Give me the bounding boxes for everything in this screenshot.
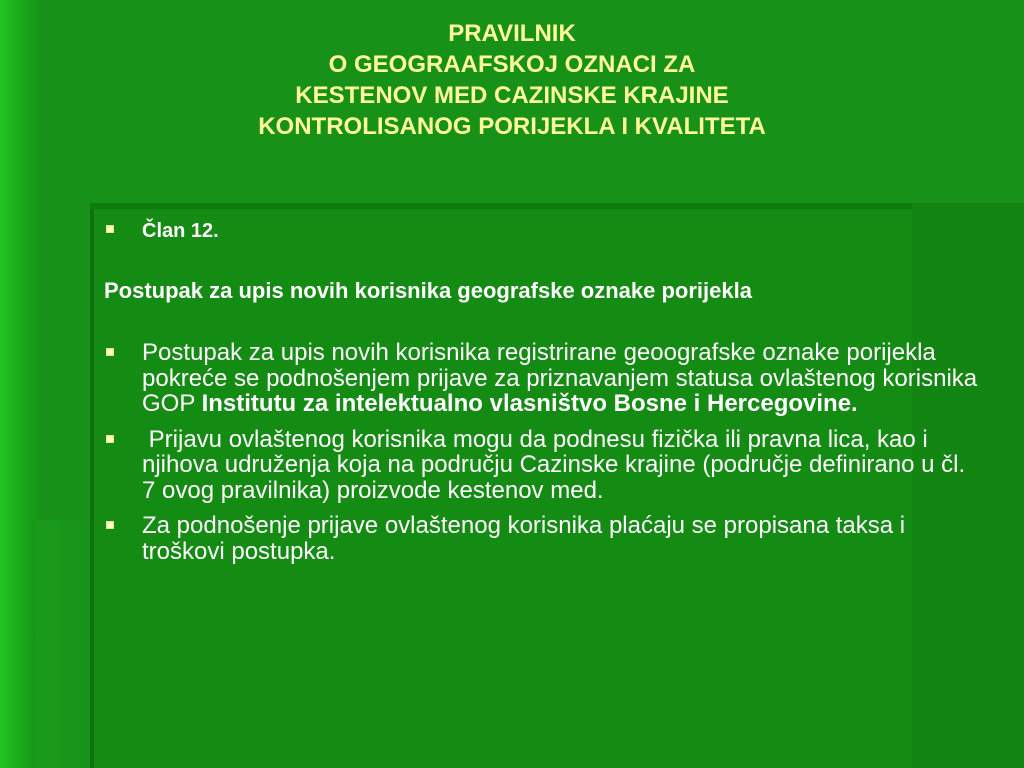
title-line-2: O GEOGRAAFSKOJ OZNACI ZA bbox=[328, 51, 696, 78]
article-label-row bbox=[104, 216, 984, 246]
left-lower-strip bbox=[36, 520, 96, 768]
content-left-edge bbox=[90, 209, 94, 768]
square-bullet-icon bbox=[106, 435, 114, 443]
paragraph-1-bold-text: Institutu za intelektualno vlasništvo Bosne i Hercegovine. bbox=[201, 390, 858, 417]
slide-title bbox=[0, 18, 1024, 142]
article-heading: Postupak za upis novih korisnika geografske oznake porijekla bbox=[104, 278, 752, 303]
paragraph-3 bbox=[104, 513, 984, 564]
paragraph-2 bbox=[104, 427, 984, 504]
title-line-1: PRAVILNIK bbox=[448, 20, 576, 47]
square-bullet-icon bbox=[106, 225, 114, 233]
paragraph-1 bbox=[104, 340, 984, 417]
title-line-4: KONTROLISANOG PORIJEKLA I KVALITETA bbox=[258, 113, 766, 140]
paragraph-3-text: Za podnošenje prijave ovlaštenog korisnika plaćaju se propisana taksa i troškovi postupka. bbox=[142, 512, 906, 565]
square-bullet-icon bbox=[106, 348, 114, 356]
article-label: Član 12. bbox=[142, 220, 219, 242]
paragraph-2-text: Prijavu ovlaštenog korisnika mogu da podnesu fizička ili pravna lica, kao i njihova udruženja koja na području Cazinske krajine (područje definirano u čl. 7 ovog pravilnika) proizvode kestenov med. bbox=[142, 425, 972, 504]
paragraph-1-text: Postupak za upis novih korisnika registrirane geoografske oznake porijekla pokreće se podnošenjem prijave za priznavanjem statusa ovlaštenog korisnika GOP bbox=[142, 339, 978, 417]
content-top-band bbox=[90, 203, 912, 209]
slide-body bbox=[104, 214, 984, 564]
square-bullet-icon bbox=[106, 521, 114, 529]
title-line-3: KESTENOV MED CAZINSKE KRAJINE bbox=[295, 82, 729, 109]
